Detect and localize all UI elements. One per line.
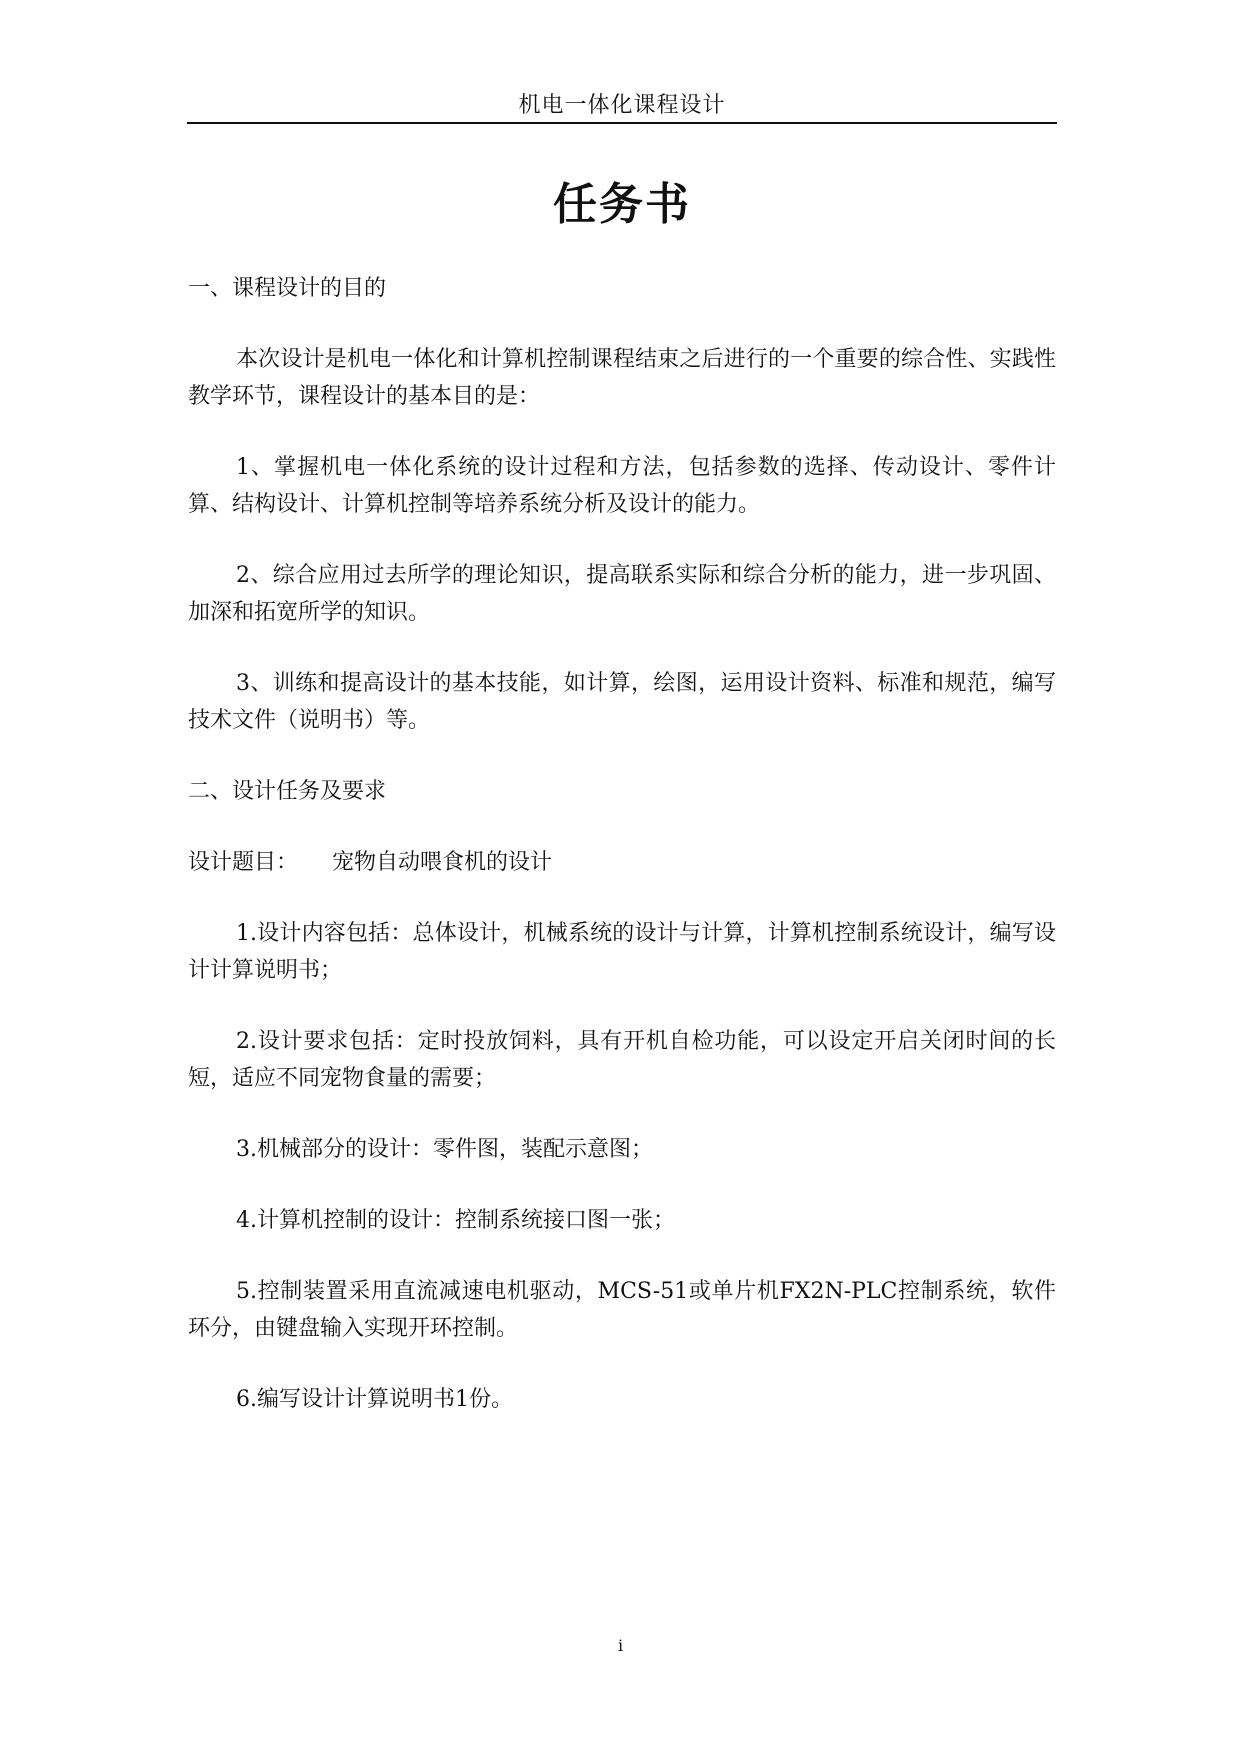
design-subject-row (188, 844, 1056, 881)
purpose-intro-paragraph: 本次设计是机电一体化和计算机控制课程结束之后进行的一个重要的综合性、实践性教学环节，课程设计的基本目的是： (188, 347, 1056, 409)
design-subject-value: 宠物自动喂食机的设计 (332, 850, 553, 875)
document-title: 任务书 (553, 179, 691, 230)
task-item-3: 3.机械部分的设计：零件图，装配示意图； (236, 1137, 653, 1162)
task-item-2: 2.设计要求包括：定时投放饲料，具有开机自检功能，可以设定开启关闭时间的长短，适应不同宠物食量的需要； (188, 1029, 1056, 1091)
header-rule (187, 122, 1057, 124)
page-number: i (617, 1636, 624, 1655)
design-subject-label: 设计题目： (188, 850, 299, 875)
purpose-item-1: 1、掌握机电一体化系统的设计过程和方法，包括参数的选择、传动设计、零件计算、结构设计、计算机控制等培养系统分析及设计的能力。 (188, 455, 1056, 517)
purpose-item-2: 2、综合应用过去所学的理论知识，提高联系实际和综合分析的能力，进一步巩固、加深和拓宽所学的知识。 (188, 563, 1056, 625)
task-item-6: 6.编写设计计算说明书1份。 (236, 1387, 513, 1412)
running-header: 机电一体化课程设计 (518, 93, 726, 118)
section-heading-purpose: 一、课程设计的目的 (188, 276, 387, 301)
purpose-item-3: 3、训练和提高设计的基本技能，如计算，绘图，运用设计资料、标准和规范，编写技术文件（说明书）等。 (188, 671, 1056, 733)
section-heading-tasks: 二、设计任务及要求 (188, 779, 387, 804)
task-item-5: 5.控制装置采用直流减速电机驱动，MCS-51或单片机FX2N-PLC控制系统，软件环分，由键盘输入实现开环控制。 (188, 1279, 1056, 1341)
task-item-4: 4.计算机控制的设计：控制系统接口图一张； (236, 1208, 675, 1233)
document-body (188, 270, 1056, 1418)
task-item-1: 1.设计内容包括：总体设计，机械系统的设计与计算，计算机控制系统设计，编写设计计算说明书； (188, 921, 1056, 983)
